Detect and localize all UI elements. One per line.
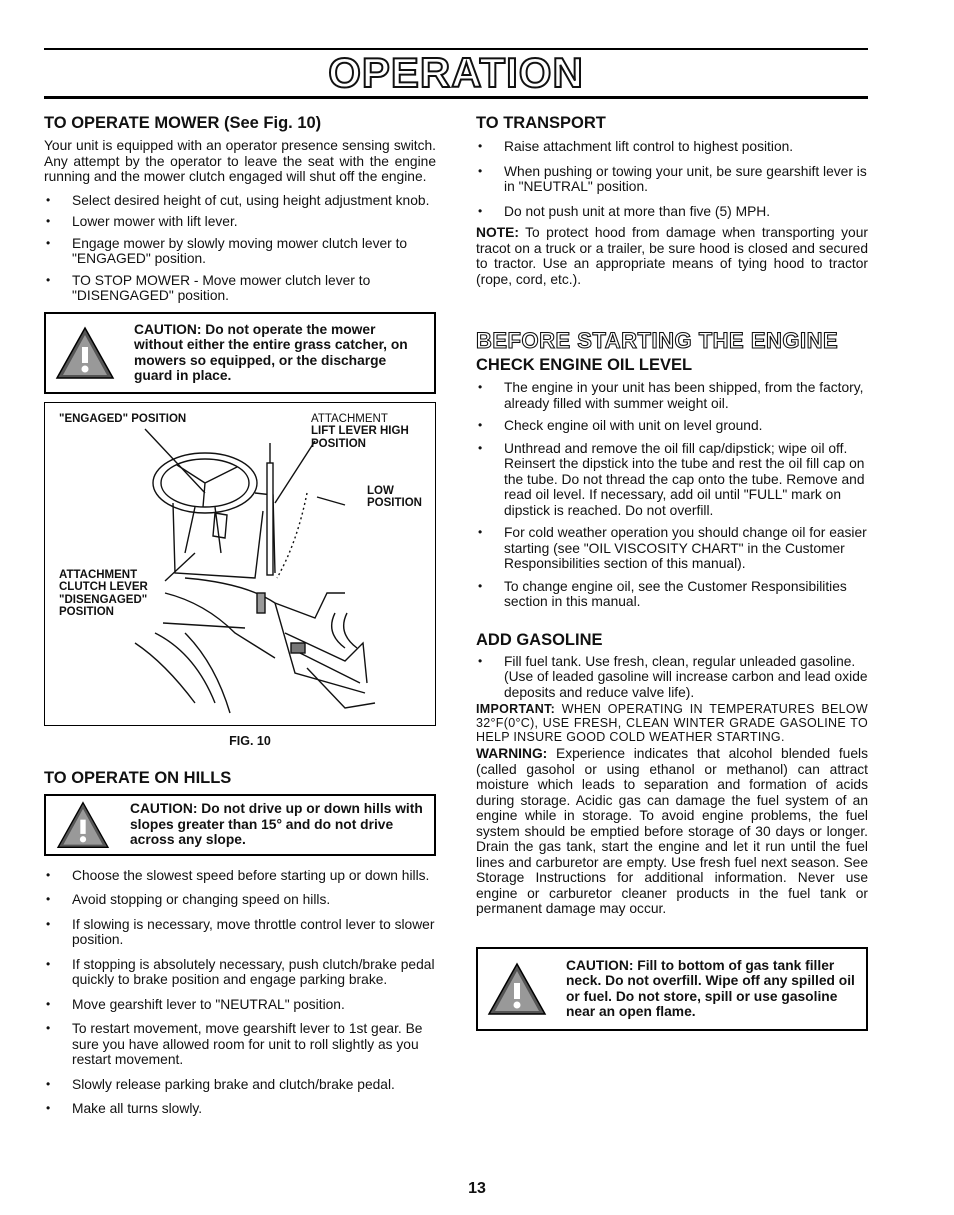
label-clutch-line3: "DISENGAGED" bbox=[59, 593, 148, 606]
hills-caution-box bbox=[44, 794, 436, 856]
left-column bbox=[44, 110, 436, 1123]
list-item: • Unthread and remove the oil fill cap/dipstick; wipe oil off. Reinsert the dipstick into the tube and rest the oil fill cap on the tube. Do not thread the cap onto the tube. Remove and read oil level. If necessary, add oil until "FULL" mark on dipstick is reached. Do not overfill. bbox=[476, 441, 868, 519]
transport-note bbox=[476, 225, 868, 287]
hills-list bbox=[44, 868, 436, 1117]
label-lift-lever-line2: LIFT LEVER HIGH bbox=[311, 425, 409, 437]
add-gasoline-heading: ADD GASOLINE bbox=[476, 630, 603, 649]
list-item: • Avoid stopping or changing speed on hills. bbox=[44, 892, 436, 908]
important-note bbox=[476, 702, 868, 744]
list-item: • Engage mower by slowly moving mower clutch lever to "ENGAGED" position. bbox=[44, 236, 436, 267]
transport-heading: TO TRANSPORT bbox=[476, 114, 606, 132]
list-item: • Check engine oil with unit on level ground. bbox=[476, 418, 868, 434]
right-column bbox=[476, 110, 868, 1031]
list-item: • For cold weather operation you should change oil for easier starting (see "OIL VISCOSITY CHART" in the Customer Responsibilities section of this manual). bbox=[476, 525, 868, 572]
tractor-illustration bbox=[45, 403, 437, 727]
list-item: • If slowing is necessary, move throttle control lever to slower position. bbox=[44, 917, 436, 948]
label-lift-lever-line3: POSITION bbox=[311, 437, 366, 450]
before-starting-heading: BEFORE STARTING THE ENGINE bbox=[476, 328, 839, 353]
gasoline-list bbox=[476, 654, 868, 701]
list-item: • Make all turns slowly. bbox=[44, 1101, 436, 1117]
label-clutch-line4: POSITION bbox=[59, 606, 114, 618]
check-oil-heading: CHECK ENGINE OIL LEVEL bbox=[476, 356, 693, 374]
list-item: • The engine in your unit has been shipped, from the factory, already filled with summer weight oil. bbox=[476, 380, 868, 411]
warning-triangle-icon bbox=[54, 800, 112, 850]
label-low-line1: LOW bbox=[367, 484, 394, 497]
label-clutch-lever bbox=[59, 569, 148, 619]
oil-list bbox=[476, 380, 868, 610]
list-item: • Move gearshift lever to "NEUTRAL" position. bbox=[44, 997, 436, 1013]
label-clutch-line1: ATTACHMENT bbox=[59, 568, 138, 581]
warning-triangle-icon bbox=[486, 961, 548, 1017]
list-item: • To change engine oil, see the Customer Responsibilities section in this manual. bbox=[476, 579, 868, 610]
list-item: • Choose the slowest speed before starting up or down hills. bbox=[44, 868, 436, 884]
figure-10 bbox=[44, 402, 436, 726]
list-item: • Fill fuel tank. Use fresh, clean, regular unleaded gasoline. (Use of leaded gasoline will increase carbon and lead oxide deposits and reduce valve life). bbox=[476, 654, 868, 701]
label-engaged: "ENGAGED" POSITION bbox=[59, 412, 187, 425]
label-lift-lever bbox=[311, 413, 409, 451]
gasoline-caution-box bbox=[476, 947, 868, 1031]
caution-text: CAUTION: Fill to bottom of gas tank filler neck. Do not overfill. Wipe off any spilled oil or fuel. Do not store, spill or use gasoline near an open flame. bbox=[566, 957, 855, 1019]
list-item: • TO STOP MOWER - Move mower clutch lever to "DISENGAGED" position. bbox=[44, 273, 436, 304]
page-title: OPERATION bbox=[328, 49, 584, 96]
hills-heading: TO OPERATE ON HILLS bbox=[44, 768, 232, 787]
list-item: • Slowly release parking brake and clutch/brake pedal. bbox=[44, 1077, 436, 1093]
warning-triangle-icon bbox=[54, 325, 116, 381]
label-clutch-line2: CLUTCH LEVER bbox=[59, 581, 148, 593]
warning-text: Experience indicates that alcohol blended fuels (called gasohol or using ethanol or methanol) can attract moisture which leads to separation and formation of acids during storage. Acidic gas can damage the fuel system of an engine while in storage. To avoid engine problems, the fuel system should be emptied before storage of 30 days or longer. Drain the gas tank, start the engine and let it run until the fuel lines and carburetor are empty. Use fresh fuel next season. See Storage Instructions for additional information. Never use engine or carburetor cleaner products in the fuel tank or permanent damage may occur. bbox=[476, 746, 868, 916]
note-label: NOTE: bbox=[476, 225, 519, 240]
operate-mower-list bbox=[44, 193, 436, 304]
mower-caution-box bbox=[44, 312, 436, 394]
list-item: • When pushing or towing your unit, be sure gearshift lever is in "NEUTRAL" position. bbox=[476, 164, 868, 195]
transport-list bbox=[476, 139, 868, 219]
caution-text: CAUTION: Do not operate the mower without either the entire grass catcher, on mowers so equipped, or the discharge guard in place. bbox=[134, 321, 408, 383]
list-item: • Raise attachment lift control to highest position. bbox=[476, 139, 868, 155]
important-text: WHEN OPERATING IN TEMPERATURES BELOW 32°F(0°C), USE FRESH, CLEAN WINTER GRADE GASOLINE TO HELP INSURE GOOD COLD WEATHER STARTING. bbox=[476, 702, 868, 744]
note-text: To protect hood from damage when transporting your tracot on a truck or a trailer, be sure hood is closed and secured to tractor. Use an appropriate means of tying hood to tractor (rope, cord, etc.). bbox=[476, 225, 868, 287]
list-item: • To restart movement, move gearshift lever to 1st gear. Be sure you have allowed room for unit to roll slightly as you restart movement. bbox=[44, 1021, 436, 1068]
warning-label: WARNING: bbox=[476, 746, 548, 761]
header-rule-bottom bbox=[44, 96, 868, 99]
list-item: • Select desired height of cut, using height adjustment knob. bbox=[44, 193, 436, 209]
list-item: • Lower mower with lift lever. bbox=[44, 214, 436, 230]
figure-caption: FIG. 10 bbox=[229, 733, 271, 748]
operate-mower-intro: Your unit is equipped with an operator presence sensing switch. Any attempt by the operator to leave the seat with the engine running and the mower clutch engaged will shut off the engine. bbox=[44, 138, 436, 184]
important-label: IMPORTANT: bbox=[476, 702, 556, 716]
list-item: • If stopping is absolutely necessary, push clutch/brake pedal quickly to brake position and engage parking brake. bbox=[44, 957, 436, 988]
label-low-line2: POSITION bbox=[367, 497, 422, 509]
page-number: 13 bbox=[468, 1180, 486, 1197]
list-item: • Do not push unit at more than five (5) MPH. bbox=[476, 204, 868, 220]
operate-mower-heading: TO OPERATE MOWER (See Fig. 10) bbox=[44, 114, 322, 132]
label-low-position bbox=[367, 485, 422, 510]
label-lift-lever-line1: ATTACHMENT bbox=[311, 412, 388, 425]
warning-note bbox=[476, 746, 868, 917]
caution-text: CAUTION: Do not drive up or down hills with slopes greater than 15° and do not drive across any slope. bbox=[130, 801, 423, 848]
